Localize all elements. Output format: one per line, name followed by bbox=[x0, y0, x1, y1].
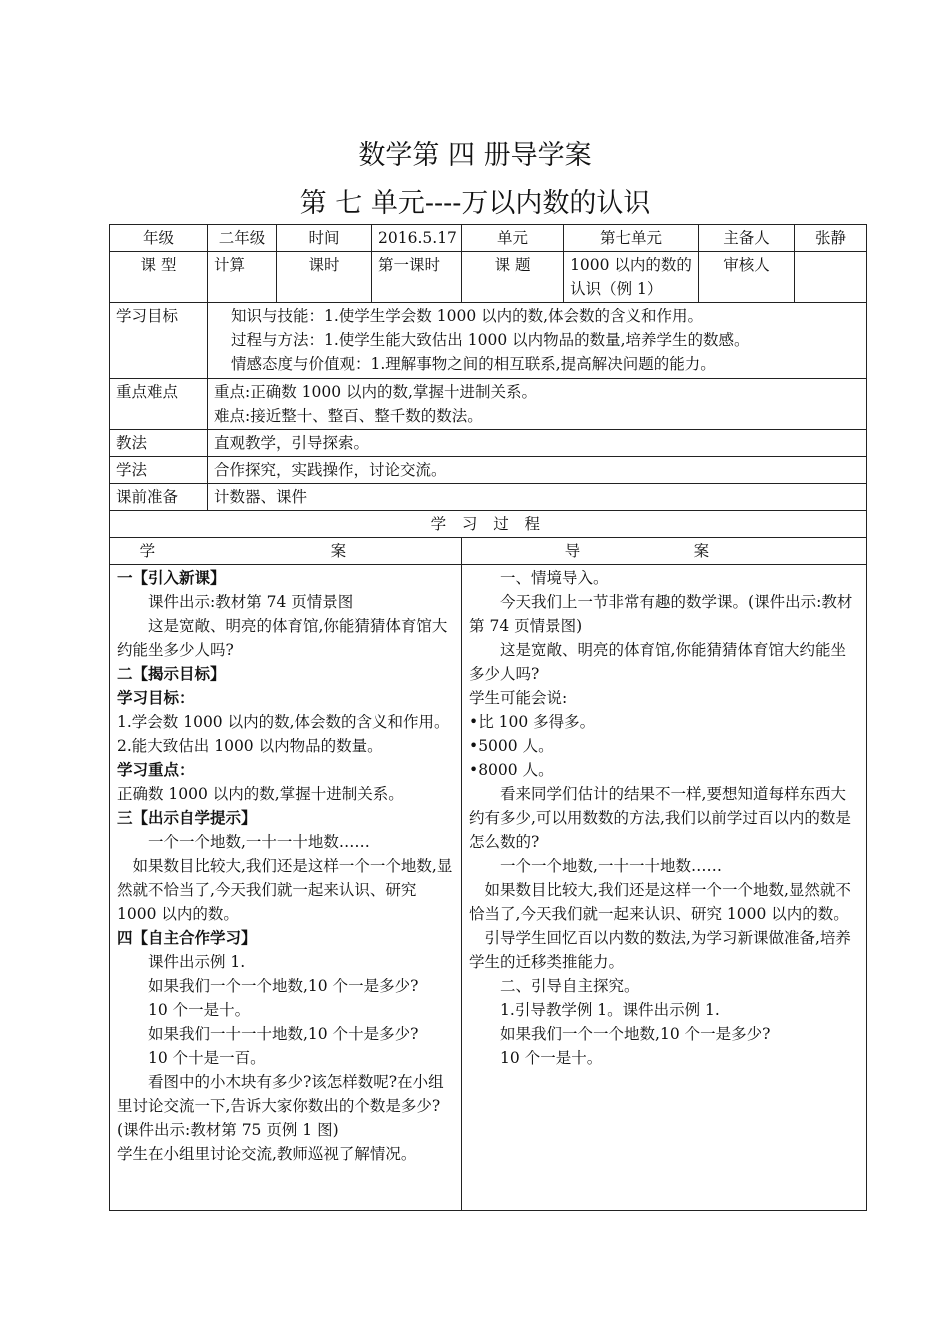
reviewer-value bbox=[795, 252, 867, 303]
grade-value: 二年级 bbox=[208, 225, 277, 252]
goals-label: 学习目标 bbox=[110, 303, 208, 379]
time-label: 时间 bbox=[277, 225, 372, 252]
goal-item: 过程与方法：1.使学生能大致估出 1000 以内物品的数量,培养学生的数感。 bbox=[231, 331, 750, 349]
study-plan-line: 课件出示例 1. bbox=[148, 953, 246, 971]
study-plan-line: 一【引入新课】 bbox=[117, 568, 226, 587]
study-plan-line: 学生在小组里讨论交流,教师巡视了解情况。 bbox=[117, 1145, 417, 1163]
col-header-study: 学 案 bbox=[110, 538, 462, 565]
guide-plan-line: •比 100 多得多。 bbox=[469, 713, 596, 731]
goals-content bbox=[208, 303, 867, 379]
type-label: 课 型 bbox=[110, 252, 208, 303]
guide-plan-line: 10 个一是十。 bbox=[500, 1049, 603, 1067]
guide-plan-line: 这是宽敞、明亮的体育馆,你能猜猜体育馆大约能坐多少人吗? bbox=[469, 641, 846, 683]
prep-value: 计数器、课件 bbox=[208, 484, 867, 511]
study-plan-column bbox=[110, 565, 462, 1211]
study-plan-line: 10 个一是十。 bbox=[148, 1001, 251, 1019]
guide-plan-line: 一个一个地数,一十一十地数…… bbox=[500, 857, 722, 875]
study-plan-line: 课件出示:教材第 74 页情景图 bbox=[148, 593, 354, 611]
study-plan-line: 1.学会数 1000 以内的数,体会数的含义和作用。 bbox=[117, 713, 450, 731]
lead-value: 张静 bbox=[795, 225, 867, 252]
guide-plan-line: •8000 人。 bbox=[469, 761, 554, 779]
prep-label: 课前准备 bbox=[110, 484, 208, 511]
col-header-guide: 导 案 bbox=[462, 538, 867, 565]
guide-plan-line: 学生可能会说: bbox=[469, 689, 568, 707]
guide-plan-line: 如果数目比较大,我们还是这样一个一个地数,显然就不恰当了,今天我们就一起来认识、研究 1000 以内的数。 bbox=[469, 881, 851, 923]
unit-value: 第七单元 bbox=[564, 225, 699, 252]
study-plan-line: 学习目标： bbox=[117, 688, 195, 707]
topic-value: 1000 以内的数的认识（例 1） bbox=[564, 252, 699, 303]
unit-label: 单元 bbox=[462, 225, 564, 252]
guide-plan-line: 今天我们上一节非常有趣的数学课。(课件出示:教材第 74 页情景图) bbox=[469, 593, 853, 635]
page-title: 数学第 四 册导学案 bbox=[358, 140, 592, 171]
teach-method-label: 教法 bbox=[110, 430, 208, 457]
period-label: 课时 bbox=[277, 252, 372, 303]
study-plan-line: 看图中的小木块有多少?该怎样数呢?在小组里讨论交流一下,告诉大家你数出的个数是多少?(课件出示:教材第 75 页例 1 图) bbox=[117, 1073, 444, 1139]
key-item: 重点:正确数 1000 以内的数,掌握十进制关系。 bbox=[214, 383, 537, 401]
grade-label: 年级 bbox=[110, 225, 208, 252]
key-item: 难点:接近整十、整百、整千数的数法。 bbox=[214, 407, 483, 425]
lead-label: 主备人 bbox=[699, 225, 795, 252]
guide-plan-line: 引导学生回忆百以内数的数法,为学习新课做准备,培养学生的迁移类推能力。 bbox=[469, 929, 851, 971]
reviewer-label: 审核人 bbox=[699, 252, 795, 303]
key-content bbox=[208, 379, 867, 430]
study-plan-line: 如果我们一个一个地数,10 个一是多少? bbox=[148, 977, 419, 995]
guide-plan-line: •5000 人。 bbox=[469, 737, 554, 755]
guide-plan-line: 1.引导教学例 1。课件出示例 1. bbox=[500, 1001, 720, 1019]
study-plan-line: 学习重点： bbox=[117, 760, 195, 779]
study-plan-line: 如果我们一十一十地数,10 个十是多少? bbox=[148, 1025, 419, 1043]
learn-method-value: 合作探究，实践操作，讨论交流。 bbox=[208, 457, 867, 484]
learn-method-label: 学法 bbox=[110, 457, 208, 484]
guide-plan-line: 一、情境导入。 bbox=[500, 569, 609, 587]
guide-plan-line: 看来同学们估计的结果不一样,要想知道每样东西大约有多少,可以用数数的方法,我们以前学过百以内的数是怎么数的? bbox=[469, 785, 851, 851]
study-plan-line: 如果数目比较大,我们还是这样一个一个地数,显然就不恰当了,今天我们就一起来认识、研究 1000 以内的数。 bbox=[117, 857, 453, 923]
page-subtitle: 第 七 单元----万以内数的认识 bbox=[299, 188, 651, 219]
period-value: 第一课时 bbox=[372, 252, 462, 303]
study-plan-line: 三【出示自学提示】 bbox=[117, 808, 257, 827]
goal-item: 知识与技能：1.使学生学会数 1000 以内的数,体会数的含义和作用。 bbox=[231, 307, 704, 325]
guide-plan-column bbox=[462, 565, 867, 1211]
study-plan-line: 一个一个地数,一十一十地数…… bbox=[148, 833, 370, 851]
key-label: 重点难点 bbox=[110, 379, 208, 430]
study-plan-line: 二【揭示目标】 bbox=[117, 664, 226, 683]
process-header: 学 习 过 程 bbox=[110, 511, 867, 538]
guide-plan-line: 二、引导自主探究。 bbox=[500, 977, 640, 995]
topic-label: 课 题 bbox=[462, 252, 564, 303]
guide-plan-line: 如果我们一个一个地数,10 个一是多少? bbox=[500, 1025, 771, 1043]
study-plan-line: 2.能大致估出 1000 以内物品的数量。 bbox=[117, 737, 383, 755]
goal-item: 情感态度与价值观：1.理解事物之间的相互联系,提高解决问题的能力。 bbox=[231, 355, 716, 373]
time-value: 2016.5.17 bbox=[372, 225, 462, 252]
type-value: 计算 bbox=[208, 252, 277, 303]
study-plan-line: 正确数 1000 以内的数,掌握十进制关系。 bbox=[117, 785, 404, 803]
teach-method-value: 直观教学，引导探索。 bbox=[208, 430, 867, 457]
lesson-plan-table bbox=[109, 224, 867, 1211]
study-plan-line: 10 个十是一百。 bbox=[148, 1049, 266, 1067]
study-plan-line: 这是宽敞、明亮的体育馆,你能猜猜体育馆大约能坐多少人吗? bbox=[117, 617, 448, 659]
study-plan-line: 四【自主合作学习】 bbox=[117, 928, 257, 947]
